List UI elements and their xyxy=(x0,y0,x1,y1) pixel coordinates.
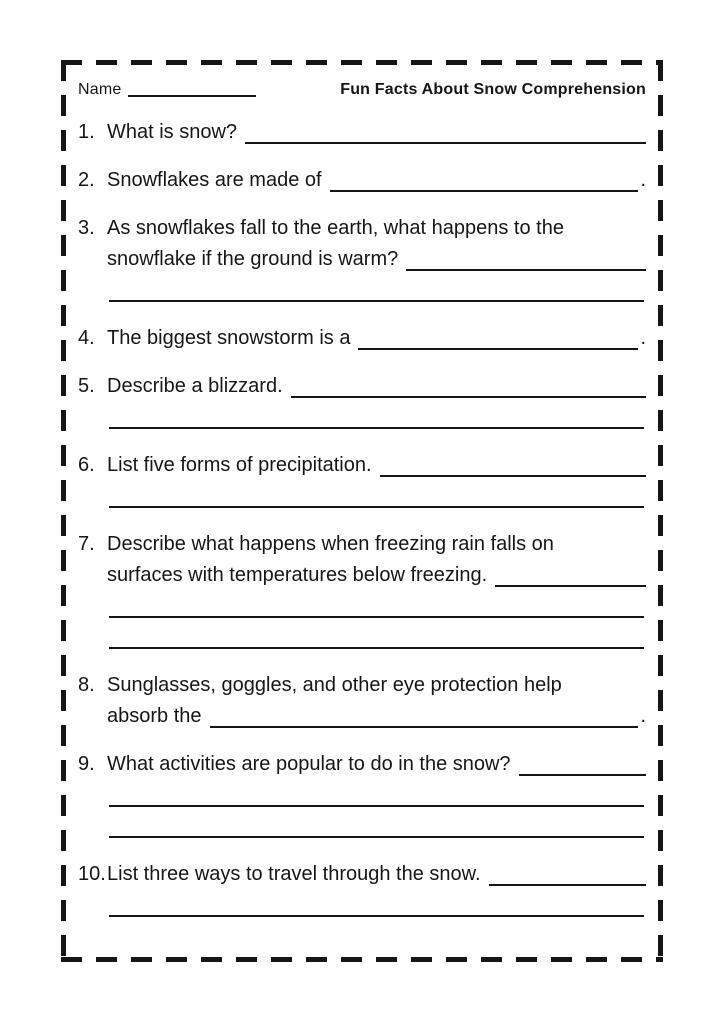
answer-blank[interactable] xyxy=(109,275,644,306)
question-text: Describe a blizzard. xyxy=(107,375,283,397)
answer-blank[interactable] xyxy=(109,811,644,842)
question-text: What is snow? xyxy=(107,121,238,143)
question-9 xyxy=(78,749,646,842)
question-number: 6. xyxy=(78,454,95,476)
question-number: 7. xyxy=(78,533,95,555)
answer-blank[interactable] xyxy=(495,560,646,591)
question-1 xyxy=(78,117,646,148)
question-number: 8. xyxy=(78,674,95,696)
question-text: surfaces with temperatures below freezing. xyxy=(107,564,488,586)
question-9-row-3 xyxy=(78,811,646,842)
question-text: List five forms of precipitation. xyxy=(107,454,372,476)
answer-blank[interactable] xyxy=(109,591,644,622)
question-text: As snowflakes fall to the earth, what happens to the xyxy=(107,217,564,239)
answer-blank[interactable] xyxy=(291,371,646,402)
question-1-row-1 xyxy=(78,117,646,148)
question-text: List three ways to travel through the snow. xyxy=(107,863,481,885)
answer-blank[interactable] xyxy=(519,749,646,780)
question-9-row-1 xyxy=(78,749,646,780)
question-text: What activities are popular to do in the snow? xyxy=(107,753,511,775)
question-7 xyxy=(78,529,646,653)
question-text: absorb the xyxy=(107,705,202,727)
question-7-row-2 xyxy=(78,560,646,591)
answer-blank[interactable] xyxy=(358,323,638,354)
question-number: 10. xyxy=(78,863,106,885)
question-10-row-1 xyxy=(78,859,646,890)
question-5-row-2 xyxy=(78,402,646,433)
question-3-row-2 xyxy=(78,244,646,275)
question-2-row-1 xyxy=(78,165,646,196)
worksheet-header xyxy=(78,72,646,104)
name-label: Name xyxy=(78,81,122,98)
question-3 xyxy=(78,213,646,306)
question-10-row-2 xyxy=(78,890,646,921)
answer-blank[interactable] xyxy=(330,165,639,196)
question-3-row-1 xyxy=(78,213,646,244)
question-number: 1. xyxy=(78,121,95,143)
page-title: Fun Facts About Snow Comprehension xyxy=(340,81,646,98)
answer-blank[interactable] xyxy=(210,701,639,732)
question-5 xyxy=(78,371,646,433)
question-10 xyxy=(78,859,646,921)
answer-blank[interactable] xyxy=(109,402,644,433)
question-number: 2. xyxy=(78,169,95,191)
question-8 xyxy=(78,670,646,732)
question-4-row-1 xyxy=(78,323,646,354)
question-number: 9. xyxy=(78,753,95,775)
question-4 xyxy=(78,323,646,354)
question-text: Describe what happens when freezing rain falls on xyxy=(107,533,554,555)
question-suffix: . xyxy=(640,327,646,349)
question-number: 4. xyxy=(78,327,95,349)
worksheet-sheet xyxy=(61,60,663,962)
answer-blank[interactable] xyxy=(109,481,644,512)
question-7-row-1 xyxy=(78,529,646,560)
answer-blank[interactable] xyxy=(109,890,644,921)
question-6 xyxy=(78,450,646,512)
question-list xyxy=(78,117,646,921)
answer-blank[interactable] xyxy=(109,622,644,653)
question-7-row-4 xyxy=(78,622,646,653)
question-8-row-1 xyxy=(78,670,646,701)
question-2 xyxy=(78,165,646,196)
answer-blank[interactable] xyxy=(109,780,644,811)
question-3-row-3 xyxy=(78,275,646,306)
question-9-row-2 xyxy=(78,780,646,811)
answer-blank[interactable] xyxy=(245,117,646,148)
question-8-row-2 xyxy=(78,701,646,732)
question-5-row-1 xyxy=(78,371,646,402)
question-6-row-2 xyxy=(78,481,646,512)
question-suffix: . xyxy=(640,705,646,727)
question-number: 5. xyxy=(78,375,95,397)
answer-blank[interactable] xyxy=(380,450,646,481)
question-text: Snowflakes are made of xyxy=(107,169,322,191)
question-7-row-3 xyxy=(78,591,646,622)
question-text: snowflake if the ground is warm? xyxy=(107,248,399,270)
question-6-row-1 xyxy=(78,450,646,481)
name-blank[interactable] xyxy=(128,83,256,97)
name-field-group xyxy=(78,80,256,99)
answer-blank[interactable] xyxy=(406,244,646,275)
question-text: The biggest snowstorm is a xyxy=(107,327,351,349)
answer-blank[interactable] xyxy=(489,859,646,890)
question-suffix: . xyxy=(640,169,646,191)
question-number: 3. xyxy=(78,217,95,239)
question-text: Sunglasses, goggles, and other eye protection help xyxy=(107,674,562,696)
